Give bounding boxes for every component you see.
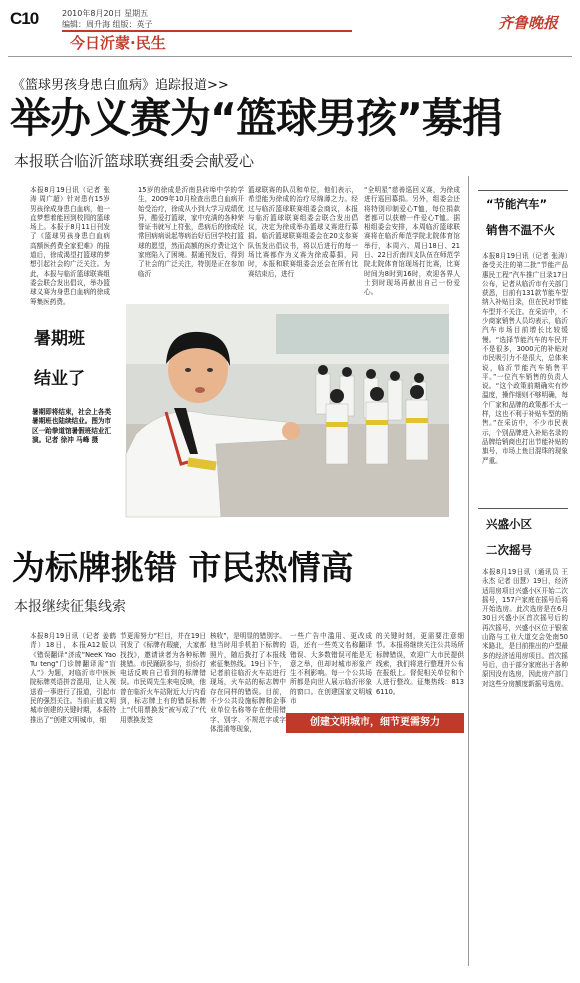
lead-kicker: 《篮球男孩身患白血病》追踪报道>> — [12, 78, 229, 93]
lead-column-2: 15岁的徐成是沂南县砖埠中学的学生，2009年10月检查出患白血病开始受治疗，徐成从小到大学习成绩优异，酷爱打篮球，家中充满的各种荣誉证书就写上符张，患病后的徐成经常回病病说起等病治好后回学校打篮球的愿望，然而高额的医疗费让这个家庭陷入了困境。据通刊发后，得到了社会的广泛关注，特别是正在参加临沂 — [138, 186, 244, 278]
header-divider — [8, 56, 572, 57]
story2-headline: 为标牌挑错 市民热情高 — [12, 548, 354, 587]
sidebar1-rule — [478, 190, 568, 191]
sidebar1-headline: 销售不温不火 — [486, 223, 555, 237]
civility-banner: 创建文明城市，细节更需努力 — [286, 713, 464, 733]
sidebar2-headline: 二次摇号 — [486, 543, 532, 557]
sidebar2-kicker: 兴盛小区 — [486, 517, 532, 531]
story2-column-1: 本报8月19日讯（记者 姜鹤青）18日，本报A12版以《错误翻译“济成”NeeK YaoTu teng“门诊牌翻译需“盲人”》为题，对临沂市中医医院标牌英语拼音混用，让人视送看一事进行了报道，引起市民的强烈关注。当前正值文明城市创建的关键时期，本报特推出了“创建文明城市，细 — [30, 632, 116, 724]
story2-column-2: 节更需努力”栏目，并在19日刊发了《标牌有瑕疵，大家都找找》，邀请读者为各种标牌挑错。市民踊跃参与，纷纷打电话反映自己看到的标牌错误。市民周先生来电反映，他曾在临沂火车站附近大厅内看到，标志牌上有的错误标牌上“代用票换发”被写成了“代用票换发签 — [120, 632, 206, 724]
story2-column-4: 一些广告中滥用、更改成语，还有一些英文名称翻译错误、大多数错误可能是无意之举，但却对城市形象产生不利影响。每一个公共场所都是向世人展示临沂形象的窗口。在创建国家文明城市 — [290, 632, 372, 706]
photo-illustration — [126, 304, 449, 517]
photo-caption-title-2: 结业了 — [34, 369, 85, 389]
photo-caption: 暑期即将结束，社会上各类暑期班也陆续结业。图为市区一跆拳道馆暑假班结业汇演。记者 徐冲 马峰 摄 — [32, 408, 112, 444]
story2-subhead: 本报继续征集线索 — [14, 599, 126, 615]
section-title: 今日沂蒙·民生 — [70, 34, 166, 52]
sidebar-divider — [468, 176, 469, 966]
lead-subhead: 本报联合临沂篮球联赛组委会献爱心 — [14, 152, 255, 170]
sidebar1-kicker: “节能汽车” — [486, 197, 548, 211]
story2-column-3: 核收”，是明显的错别字。他当时用手机拍下标牌的照片，随后拨打了本报线索征集热线。19日下午，记者前往临沂火车站进行现场，火车站的标志牌中存在同样的错误。目前，不少公共设施标牌和企事业单位名称等存在使用错字、别字、不规范字或字体混淆等现象， — [210, 632, 286, 733]
taekwondo-photo — [126, 304, 449, 517]
sidebar1-text: 本报8月19日讯（记者 张涛）备受关注的第二批“节能产品惠民工程”汽车推广目录17日公布，记者从临沂市有关部门获悉，目前有131款节能车型纳入补贴目录，但在民对节能车型并不关注。在采访中，不少商家销售人员均表示，临沂汽车市场目前增长比较缓慢。“选择节能汽车的车民并不是很多，3000元的补贴对市民吸引力不是很大，总体来说，临沂节能汽车销售平平。”一位汽车销售的负责人说。“这个政策前期确实有炒温度，操作细则不够明确，每个厂家和品牌的政策都不太一样，这也不利于补贴车型的销售。”在采访中，不少市民表示，个别品牌进入补贴名录的品牌给销商也打出节能补贴的旗号，市场上鱼目混珠的现象严重。 — [482, 252, 568, 465]
editor-credit: 编辑：周升海 组版：英子 — [62, 20, 153, 29]
issue-date: 2010年8月20日 星期五 — [62, 9, 149, 18]
lead-headline: 举办义赛为“篮球男孩”募捐 — [10, 94, 502, 142]
lead-column-1: 本报8月19日讯（记者 张涛 周广超）针对患有15岁男孩徐成身患白血病，他一直梦想着能回到校园的篮球场上。本报于8月11日刊发了《篮球男孩身患白血病 高额医药费全家犯难》的报道后，徐成渴望打篮球的梦想引起社会的广泛关注。为此，本报与临沂篮球联赛组委会联合发出倡议，举办篮球义赛为身患白血病的徐成筹集医药费。 — [30, 186, 110, 306]
lead-column-3: 篮球联赛的队员和单位，他们表示，希望能为徐成的治疗尽绵薄之力。经过与临沂篮球联赛组委会商议，本报与临沂篮球联赛组委会联合发出倡议，决定为徐成举办篮球义赛进行募捐。临沂篮球联赛组委会在20支参赛队伍发出倡议书，将以后进行的每一场比赛都作为义赛为徐成募捐，同时，本报和联赛组委会还会在所有比赛结束后，进行 — [248, 186, 358, 278]
story2-column-5: 的关键时刻，更需要注意细节。本报将继续关注公共场所标牌错误，欢迎广大市民提供线索，我们将进行整理并公布在报纸上。督促相关单位和个人进行整改。征集热线：8136110。 — [376, 632, 464, 696]
lead-column-4: “全明星”慈善巡回义赛，为徐成进行巡回募捐。另外，组委会还将特别印制爱心T恤，每位捐款者都可以获赠一件爱心T恤。据相组委会安排，本周临沂篮球联赛将在临沂师范学院北院体育馆举行，本周六、周日18日、21日、22日沂南四支队伍在师范学院北院体育馆现场打比赛，比赛时间为8时到16时，欢迎各界人士到时现场再献出自己一份爱心。 — [364, 186, 460, 297]
page-number: C10 — [10, 9, 39, 28]
sidebar2-rule — [478, 508, 568, 509]
paper-logo: 齐鲁晚报 — [498, 14, 559, 32]
sidebar2-text: 本报8月19日讯（通讯员 王永杰 记者 田慧）19日，经济适用房项目兴盛小区开始二次摇号，157户家庭在摇号后将开始选房。此次选房是在6月30日兴盛小区首次摇号后的再次摇号，兴盛小区位于银雀山路与工业大道交会处南50米路北，是目前推出的户型最多的经济适用房项目。首次摇号后，由于部分家庭出于各种原因没有选房，因此房产部门对这些分房额度新摇号选房。 — [482, 568, 568, 688]
photo-caption-title-1: 暑期班 — [34, 329, 85, 349]
